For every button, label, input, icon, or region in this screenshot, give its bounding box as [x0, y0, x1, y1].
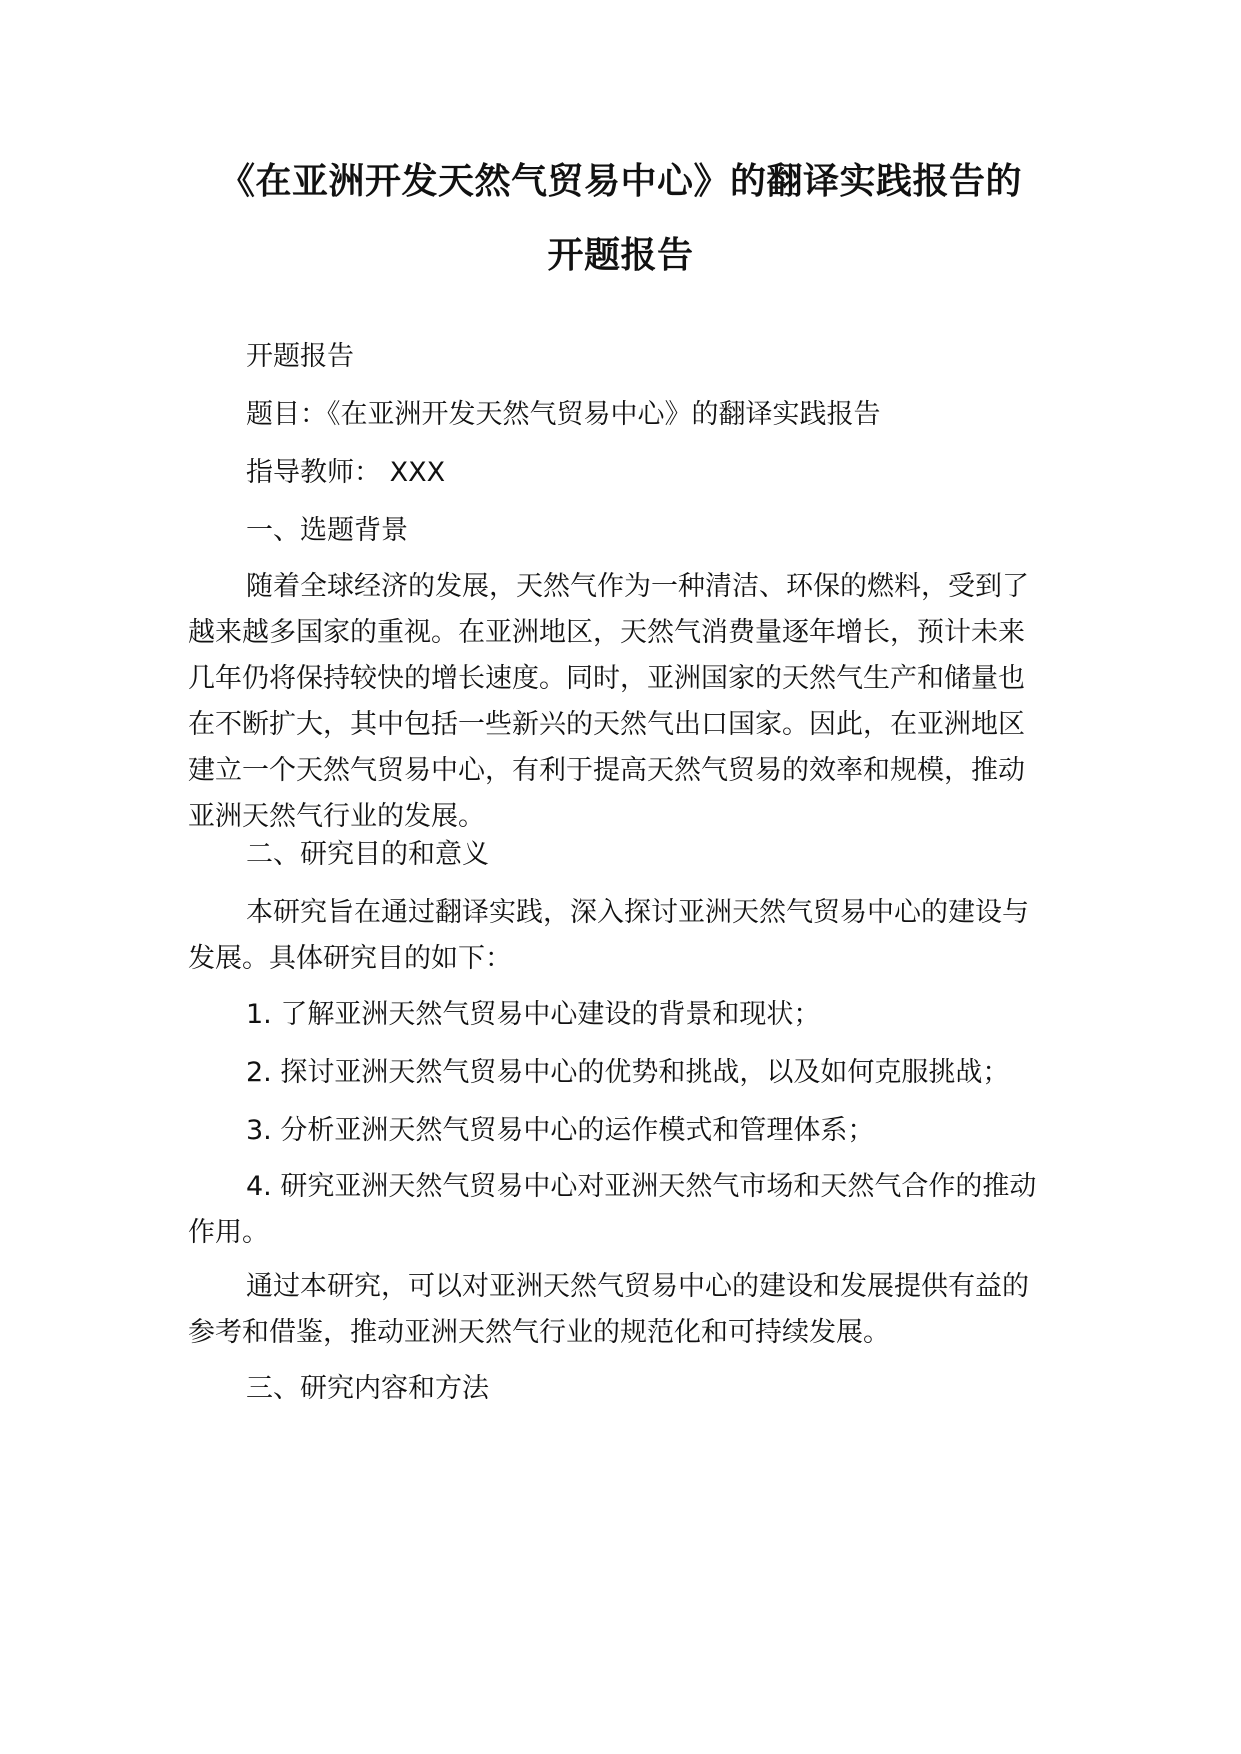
- section1-heading: 一、选题背景: [246, 515, 408, 546]
- section2-paragraph: 本研究旨在通过翻译实践，深入探讨亚洲天然气贸易中心的建设与发展。具体研究目的如下：: [188, 897, 1029, 974]
- list-item-1: 1. 了解亚洲天然气贸易中心建设的背景和现状；: [246, 999, 821, 1030]
- section2-conclusion: 通过本研究，可以对亚洲天然气贸易中心的建设和发展提供有益的参考和借鉴，推动亚洲天然气行业的规范化和可持续发展。: [188, 1271, 1029, 1348]
- list-item-2: 2. 探讨亚洲天然气贸易中心的优势和挑战，以及如何克服挑战；: [246, 1057, 1010, 1088]
- list-item-4: 4. 研究亚洲天然气贸易中心对亚洲天然气市场和天然气合作的推动作用。: [188, 1171, 1037, 1248]
- report-label: 开题报告: [246, 341, 354, 372]
- section3-heading: 三、研究内容和方法: [246, 1373, 489, 1404]
- document-title-line1: 《在亚洲开发天然气贸易中心》的翻译实践报告的: [218, 161, 1022, 202]
- section1-paragraph: 随着全球经济的发展，天然气作为一种清洁、环保的燃料，受到了越来越多国家的重视。在亚洲地区，天然气消费量逐年增长，预计未来几年仍将保持较快的增长速度。同时，亚洲国家的天然气生产和储量也在不断扩大，其中包括一些新兴的天然气出口国家。因此，在亚洲地区建立一个天然气贸易中心，有利于提高天然气贸易的效率和规模，推动亚洲天然气行业的发展。: [188, 571, 1029, 832]
- advisor-line: 指导教师： XXX: [246, 457, 446, 488]
- document-title-line2: 开题报告: [547, 235, 694, 276]
- section2-heading: 二、研究目的和意义: [246, 839, 489, 870]
- topic-line: 题目：《在亚洲开发天然气贸易中心》的翻译实践报告: [246, 399, 881, 430]
- list-item-3: 3. 分析亚洲天然气贸易中心的运作模式和管理体系；: [246, 1115, 875, 1146]
